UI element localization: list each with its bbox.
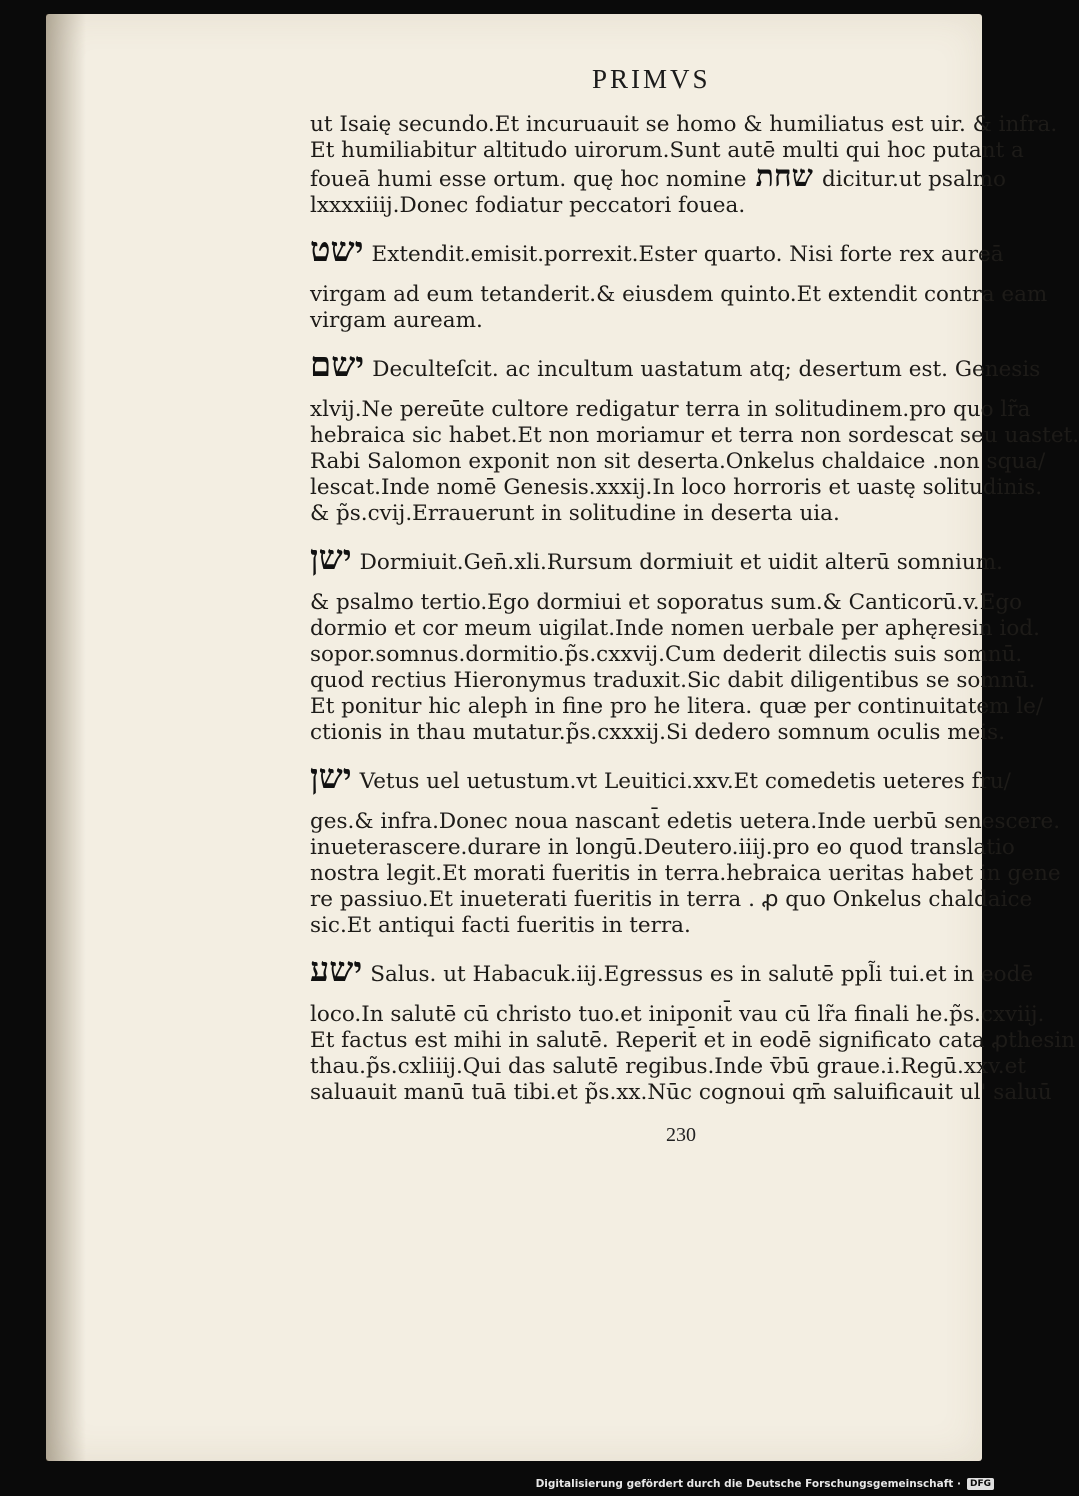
- text-line: inueterascere.durare in longū.Deutero.iiij.pro eo quod translatio: [310, 835, 1015, 860]
- text-line: xlvij.Ne pereūte cultore redigatur terra in solitudinem.pro quo lr̃a: [310, 397, 1031, 422]
- text-line: nostra legit.Et morati fueritis in terra.hebraica ueritas habet in gene: [310, 861, 1061, 886]
- text-line: Deculteſcit. ac incultum uastatum atq; desertum est. Genesis: [372, 357, 1041, 382]
- text-line: & p̃s.cvij.Errauerunt in solitudine in deserta uia.: [310, 501, 840, 526]
- entry-body: [310, 282, 1048, 334]
- text-line: thau.p̃s.cxliiij.Qui das salutē regibus.Inde v̄bū graue.i.Regū.xxv.et: [310, 1054, 1026, 1079]
- dfg-logo: DFG: [967, 1478, 994, 1490]
- text-line: hebraica sic habet.Et non moriamur et terra non sordescat seu uastet.: [310, 423, 1079, 448]
- hebrew-headword: ישן: [310, 757, 352, 797]
- hebrew-headword: ישע: [310, 950, 363, 990]
- dictionary-entry: [310, 538, 1044, 746]
- dictionary-entry: [310, 757, 1061, 939]
- text-line: sic.Et antiqui facti fueritis in terra.: [310, 913, 691, 938]
- entry-headline: [310, 538, 1006, 578]
- text-line: loco.In salutē cū christo tuo.et iniponit̄ vau cū lr̃a finali he.p̃s.cxviij.: [310, 1002, 1045, 1027]
- entry-headline: [310, 950, 1034, 990]
- text-fragment: foueā humi esse ortum. quę hoc nomine: [310, 167, 747, 192]
- hebrew-headword: ישן: [310, 538, 352, 578]
- text-line: virgam auream.: [310, 308, 483, 333]
- text-line: Vetus uel uetustum.vt Leuitici.xxv.Et comedetis ueteres fru/: [359, 769, 1011, 794]
- text-line: Extendit.emisit.porrexit.Ester quarto. Nisi forte rex aureā: [371, 242, 1004, 267]
- text-line: saluauit manū tuā tibi.et p̃s.xx.Nūc cognoui qm̄ saluificauit ul' saluū: [310, 1080, 1052, 1105]
- text-fragment: dicitur.ut psalmo: [822, 167, 1006, 192]
- text-line: lxxxxiiij.Donec fodiatur peccatori fouea.: [310, 193, 746, 218]
- text-line: sopor.somnus.dormitio.p̃s.cxxvij.Cum dederit dilectis suis somnū.: [310, 642, 1023, 667]
- text-line: ges.& infra.Donec noua nascant̄ edetis uetera.Inde uerbū senescere.: [310, 809, 1061, 834]
- entry-body: [310, 590, 1044, 746]
- entry-headline: [310, 345, 1041, 385]
- entry-headline: [310, 757, 1011, 797]
- book-page: [46, 14, 1079, 1461]
- text-line: quod rectius Hieronymus traduxit.Sic dabit diligentibus se somnū.: [310, 668, 1036, 693]
- footer-credit: Digitalisierung gefördert durch die Deutsche Forschungsgemeinschaft ·: [535, 1478, 961, 1490]
- entry-headline: [310, 230, 1006, 270]
- hebrew-headword: ישט: [310, 230, 364, 270]
- intro-paragraph: [310, 112, 1058, 219]
- dictionary-entries: [310, 230, 1079, 1106]
- hebrew-word: שחת: [755, 159, 813, 194]
- text-line: ut Isaię secundo.Et incuruauit se homo & humiliatus est uir. & infra.: [310, 112, 1058, 137]
- text-line-with-hebrew: [310, 159, 1006, 194]
- hebrew-headword: ישם: [310, 345, 365, 385]
- text-line: lescat.Inde nomē Genesis.xxxij.In loco horroris et uastę solitudinis.: [310, 475, 1043, 500]
- text-line: Et humiliabitur altitudo uirorum.Sunt autē multi qui hoc putant a: [310, 138, 1024, 163]
- text-line: virgam ad eum tetanderit.& eiusdem quinto.Et extendit contra eam: [310, 282, 1048, 307]
- text-line: Et factus est mihi in salutē. Reperit̄ et in eodē significato cata ꝓthesin: [310, 1028, 1076, 1053]
- text-line: dormio et cor meum uigilat.Inde nomen uerbale per aphęresin iod.: [310, 616, 1040, 641]
- dictionary-entry: [310, 230, 1048, 334]
- text-line: Salus. ut Habacuk.iij.Egressus es in salutē ppl̃i tui.et in eodē: [370, 962, 1034, 987]
- entry-body: [310, 809, 1061, 939]
- digitization-footer: [536, 1478, 994, 1490]
- text-line: & psalmo tertio.Ego dormiui et soporatus sum.& Canticorū.v.Ego: [310, 590, 1023, 615]
- page-number: 230: [666, 1124, 696, 1146]
- entry-body: [310, 397, 1079, 527]
- gutter-shadow: [46, 14, 86, 1461]
- entry-body: [310, 1002, 1076, 1106]
- text-line: Rabi Salomon exponit non sit deserta.Onkelus chaldaice .non squa/: [310, 449, 1046, 474]
- text-line: Dormiuit.Gen̄.xli.Rursum dormiuit et uidit alterū somnium.: [359, 550, 1003, 575]
- text-line: Et ponitur hic aleph in fine pro he litera. quæ per continuitatem le/: [310, 694, 1044, 719]
- text-line: ctionis in thau mutatur.p̃s.cxxxij.Si dedero somnum oculis meis.: [310, 720, 1006, 745]
- body-text: [310, 112, 1079, 1106]
- dictionary-entry: [310, 345, 1079, 527]
- text-line: re passiuo.Et inueterati fueritis in terra . ꝓ quo Onkelus chaldaice: [310, 887, 1033, 912]
- running-head: PRIMVS: [592, 64, 711, 94]
- dictionary-entry: [310, 950, 1076, 1106]
